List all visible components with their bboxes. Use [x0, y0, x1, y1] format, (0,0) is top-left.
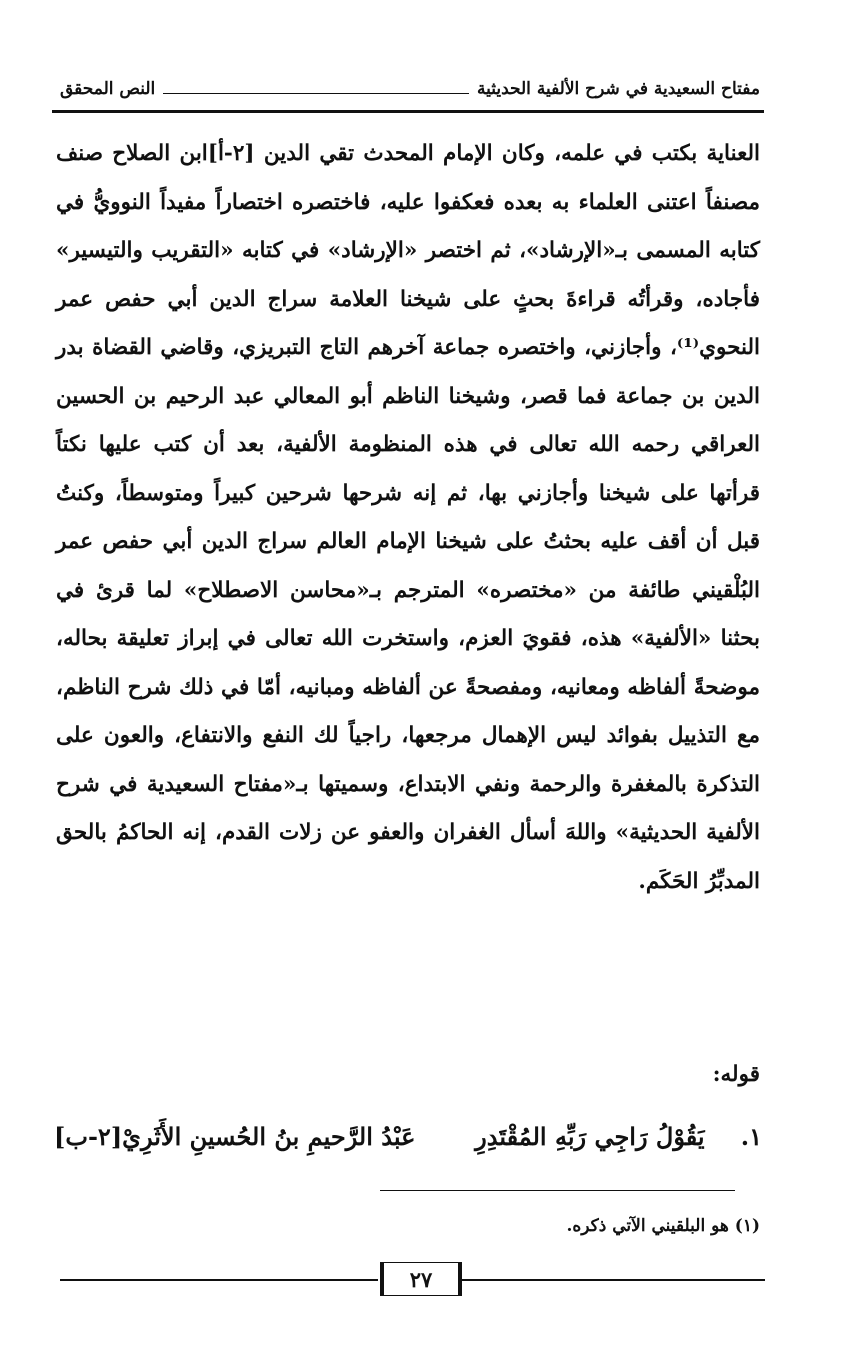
body-line: المعالي عبد الرحيم بن الحسين العراقي رحمه الله تعالى في هذه المنظومة [56, 383, 760, 457]
header-rule [52, 110, 764, 113]
page-number: ٢٧ [409, 1266, 433, 1292]
footnote: (١) هو البلقيني الآتي ذكره. [566, 1216, 760, 1236]
footer-rule-right [462, 1279, 765, 1281]
body-line: بالحق المدبِّرُ الحَكَم. [56, 820, 760, 894]
body-line: الدين أبي حفص عمر النحوي⁽¹⁾، وأجازني، واختصره جماعة آخرهم التاج [56, 286, 760, 360]
body-paragraph [56, 130, 760, 906]
body-line: الألفية الحديثية» واللهَ أسأل الغفران والعفو عن زلات القدم، إنه الحاكمُ [115, 820, 760, 845]
body-text [56, 130, 760, 906]
body-line: «التقريب والتيسير» فأجاده، وقرأتُه قراءةَ بحثٍ على شيخنا العلامة سراج [56, 238, 760, 312]
verse-line [54, 1112, 762, 1160]
footer-rule-left [60, 1279, 378, 1281]
running-header-section: النص المحقق [60, 79, 156, 99]
body-line: التبريزي، وقاضي القضاة بدر الدين بن جماعة فما قصر، وشيخنا الناظم أبو [56, 335, 760, 409]
body-line: بالمغفرة والرحمة ونفي الابتداع، وسميتها بـ«مفتاح السعيدية في شرح [56, 771, 687, 797]
body-line: المترجم بـ«محاسن الاصطلاح» لما قرئ في بحثنا «الألفية» هذه، فقويَ [56, 577, 760, 651]
body-line: ومفصحةً عن ألفاظه ومبانيه، أمّا في ذلك شرح الناظم، مع التذييل بفوائد [56, 674, 760, 748]
verse-second-hemistich: عَبْدُ الرَّحيمِ بنُ الحُسينِ الأَثَرِيْ[٢-ب] [54, 1121, 416, 1151]
running-header-book-title: مفتاح السعيدية في شرح الألفية الحديثية [477, 79, 760, 99]
body-line: صنف مصنفاً اعتنى العلماء به بعده فعكفوا عليه، فاختصره اختصاراً مفيداً [56, 141, 760, 215]
body-line: شرحها شرحين كبيراً ومتوسطاً، وكنتُ قبل أن أقف عليه بحثتُ على شيخنا [56, 480, 760, 554]
footnote-rule [380, 1190, 735, 1191]
body-line: النوويُّ في كتابه المسمى بـ«الإرشاد»، ثم اختصر «الإرشاد» في كتابه [56, 189, 760, 263]
body-line: الإمام العالم سراج الدين أبي حفص عمر البُلْقيني طائفة من «مختصره» [56, 529, 760, 603]
body-line: ليس الإهمال مرجعها، راجياً لك النفع والانتفاع، والعون على التذكرة [56, 723, 760, 797]
running-header-separator [163, 93, 469, 94]
body-line: العناية بكتب في علمه، وكان الإمام المحدث تقي الدين [٢-أ]ابن الصلاح [112, 141, 760, 166]
verse-intro: قوله: [712, 1062, 760, 1087]
body-line: الألفية، بعد أن كتب عليها نكتاً قرأتها على شيخنا وأجازني بها، ثم إنه [56, 432, 760, 506]
page-number-box [380, 1262, 462, 1296]
running-header [60, 72, 760, 106]
verse-first-hemistich: يَقُوْلُ رَاجِي رَبِّهِ المُقْتَدِرِ [475, 1121, 705, 1151]
body-line: العزم، واستخرت الله تعالى في إبراز تعليقة بحاله، موضحةً ألفاظه ومعانيه، [56, 626, 760, 700]
verse-number: ١. [740, 1121, 762, 1151]
